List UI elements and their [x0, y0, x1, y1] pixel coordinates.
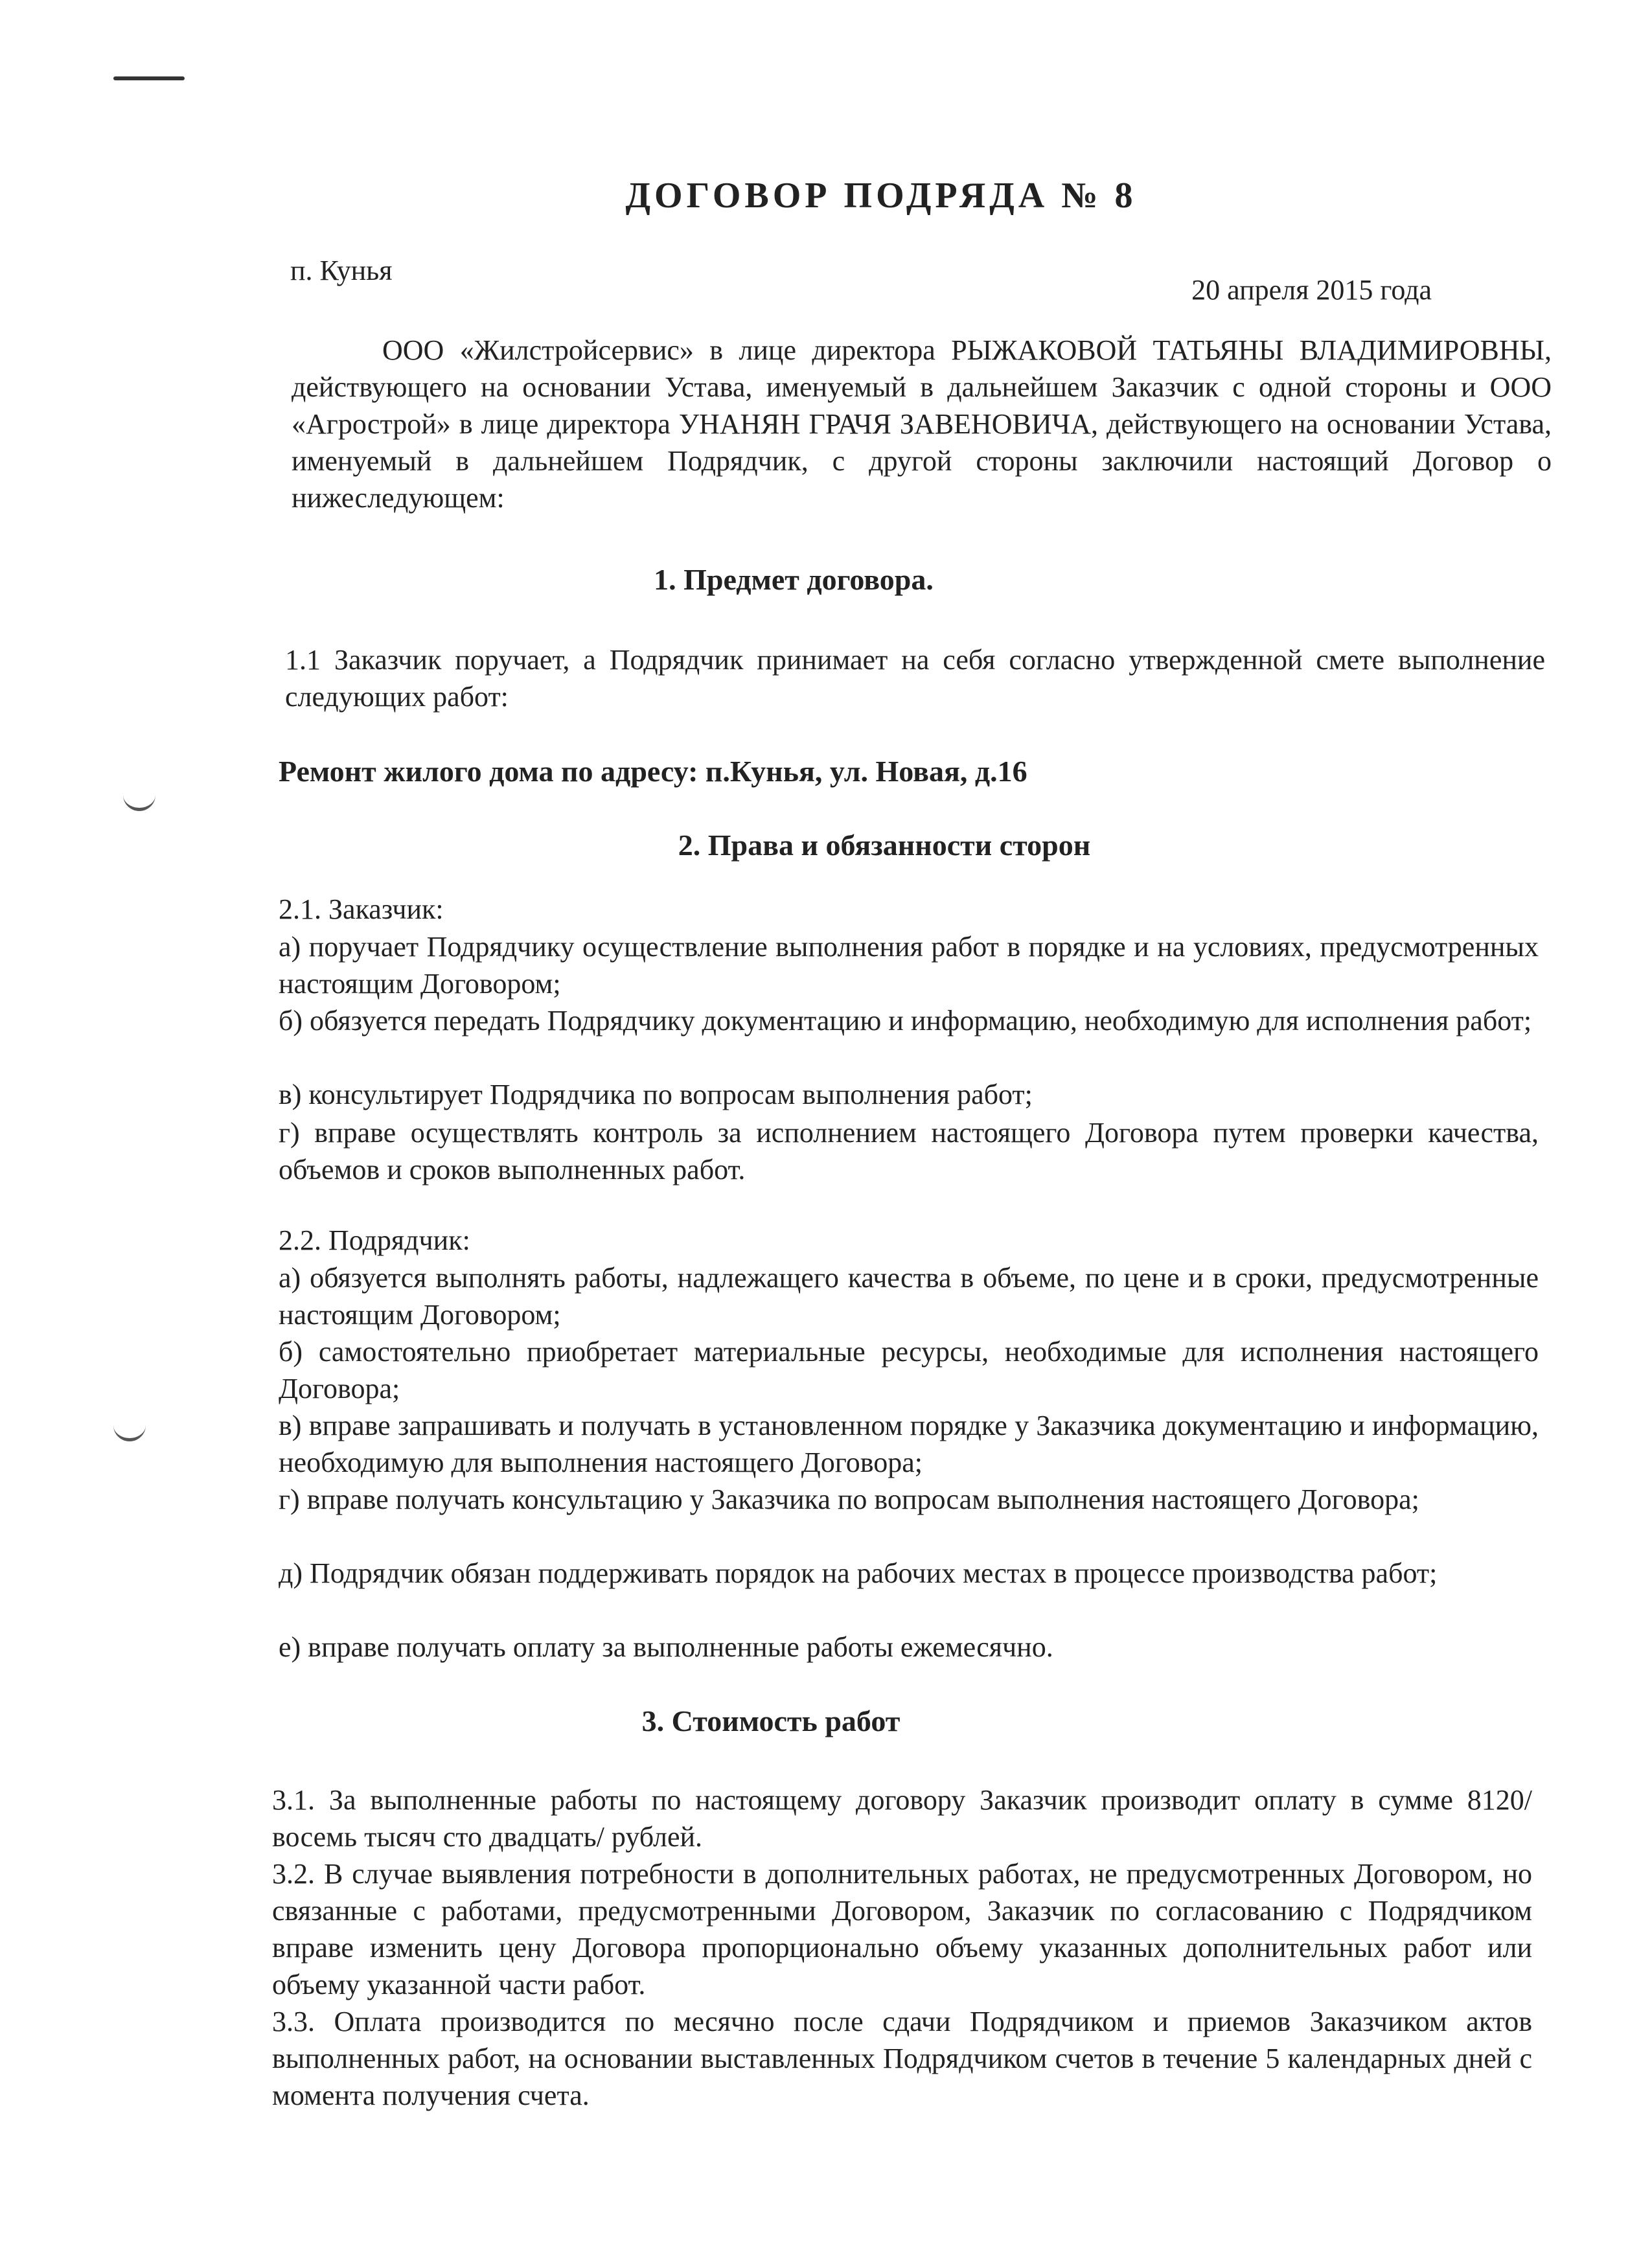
- punch-hole-mark: [123, 794, 155, 811]
- document-place: п. Кунья: [290, 255, 393, 286]
- customer-item: г) вправе осуществлять контроль за исполнением настоящего Договора путем проверки качества, объемов и сроков выполненных работ.: [279, 1117, 1539, 1186]
- document-title: ДОГОВОР ПОДРЯДА № 8: [625, 176, 1137, 216]
- clause-1-1: 1.1 Заказчик поручает, а Подрядчик принимает на себя согласно утвержденной смете выполнение следующих работ:: [285, 644, 1545, 713]
- clause-3-3: 3.3. Оплата производится по месячно после сдачи Подрядчиком и приемов Заказчиком актов выполненных работ, на основании выставленных Подрядчиком счетов в течение 5 календарных дней с момента получения счета.: [272, 2006, 1532, 2111]
- scan-mark: [113, 76, 185, 80]
- contractor-item: г) вправе получать консультацию у Заказчика по вопросам выполнения настоящего Договора;: [279, 1483, 1419, 1515]
- clause-3-2: 3.2. В случае выявления потребности в дополнительных работах, не предусмотренных Договором, но связанные с работами, предусмотренными Договором, Заказчик по согласованию с Подрядчиком вправе изменить цену Договора пропорционально объему указанных дополнительных работ или объему указанной части работ.: [272, 1858, 1532, 2000]
- document-date: 20 апреля 2015 года: [1191, 274, 1432, 306]
- contractor-item: а) обязуется выполнять работы, надлежащего качества в объеме, по цене и в сроки, предусмотренные настоящим Договором;: [279, 1262, 1539, 1331]
- contractor-label: 2.2. Подрядчик:: [279, 1224, 470, 1256]
- section-2-heading: 2. Права и обязанности сторон: [678, 829, 1091, 862]
- customer-item: б) обязуется передать Подрядчику документацию и информацию, необходимую для исполнения работ;: [279, 1005, 1532, 1037]
- customer-label: 2.1. Заказчик:: [279, 893, 444, 925]
- section-1-heading: 1. Предмет договора.: [654, 563, 934, 596]
- clause-3-1: 3.1. За выполненные работы по настоящему договору Заказчик производит оплату в сумме 8120/ восемь тысяч сто двадцать/ рублей.: [272, 1784, 1532, 1853]
- section-3-heading: 3. Стоимость работ: [641, 1704, 901, 1737]
- customer-item: а) поручает Подрядчику осуществление выполнения работ в порядке и на условиях, предусмотренных настоящим Договором;: [279, 931, 1539, 1000]
- contractor-item: в) вправе запрашивать и получать в установленном порядке у Заказчика документацию и информацию, необходимую для выполнения настоящего Договора;: [279, 1410, 1539, 1478]
- contractor-item: е) вправе получать оплату за выполненные работы ежемесячно.: [279, 1631, 1053, 1663]
- punch-hole-mark: [113, 1424, 146, 1441]
- preamble: ООО «Жилстройсервис» в лице директора РЫЖАКОВОЙ ТАТЬЯНЫ ВЛАДИМИРОВНЫ, действующего на основании Устава, именуемый в дальнейшем Заказчик с одной стороны и ООО «Агрострой» в лице директора УНАНЯН ГРАЧЯ ЗАВЕНОВИЧА, действующего на основании Устава, именуемый в дальнейшем Подрядчик, с другой стороны заключили настоящий Договор о нижеследующем:: [292, 334, 1552, 514]
- contractor-item: б) самостоятельно приобретает материальные ресурсы, необходимые для исполнения настоящего Договора;: [279, 1336, 1539, 1404]
- customer-item: в) консультирует Подрядчика по вопросам выполнения работ;: [279, 1079, 1033, 1110]
- contractor-item: д) Подрядчик обязан поддерживать порядок на рабочих местах в процессе производства работ;: [279, 1557, 1438, 1589]
- work-description: Ремонт жилого дома по адресу: п.Кунья, ул. Новая, д.16: [279, 755, 1027, 788]
